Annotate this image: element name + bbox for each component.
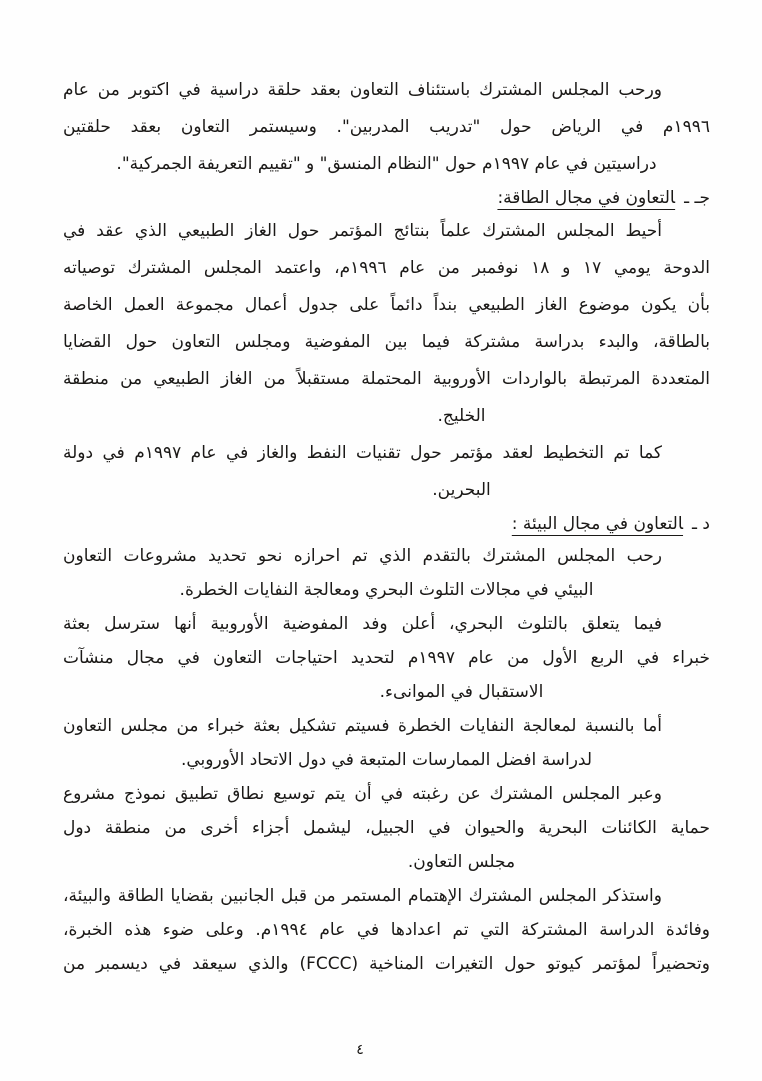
section-heading-energy xyxy=(63,183,710,213)
heading-marker: د ـ xyxy=(692,514,710,534)
text-line: دراسيتين في عام ١٩٩٧م حول "النظام المنسق" و "تقييم التعريفة الجمركية". xyxy=(116,154,657,174)
heading-title: التعاون في مجال البيئة : xyxy=(511,514,684,534)
text-line: المتعددة المرتبطة بالواردات الأوروبية المحتملة مستقبلاً من الغاز الطبيعي من منطقة xyxy=(63,369,710,389)
paragraph-environment-progress xyxy=(63,539,710,607)
text-line: الدوحة يومي ١٧ و ١٨ نوفمبر من عام ١٩٩٦م، واعتمد المجلس المشترك توصياته xyxy=(63,258,710,278)
text-line: ورحب المجلس المشترك باستئناف التعاون بعقد حلقة دراسية في اكتوبر من عام xyxy=(63,80,662,100)
text-line: رحب المجلس المشترك بالتقدم الذي تم احرازه نحو تحديد مشروعات التعاون xyxy=(63,546,662,566)
text-line: البحرين. xyxy=(432,480,491,500)
text-line: الخليج. xyxy=(437,406,486,426)
text-line: واستذكر المجلس المشترك الإهتمام المستمر من قبل الجانبين بقضايا الطاقة والبيئة، xyxy=(63,886,662,906)
text-line: بأن يكون موضوع الغاز الطبيعي بنداً دائماً على جدول أعمال مجموعة العمل الخاصة xyxy=(63,295,710,315)
heading-marker: جـ ـ xyxy=(684,188,710,208)
text-line: أما بالنسبة لمعالجة النفايات الخطرة فسيتم تشكيل بعثة خبراء من مجلس التعاون xyxy=(63,716,662,736)
text-line: أحيط المجلس المشترك علماً بنتائج المؤتمر حول الغاز الطبيعي الذي عقد في xyxy=(63,221,662,241)
text-line: لدراسة افضل الممارسات المتبعة في دول الاتحاد الأوروبي. xyxy=(180,750,593,770)
text-line: البيئي في مجالات التلوث البحري ومعالجة النفايات الخطرة. xyxy=(179,580,594,600)
paragraph-marine-pollution xyxy=(63,607,710,709)
text-line: مجلس التعاون. xyxy=(407,852,516,872)
text-line: بالطاقة، والبدء بدراسة مشتركة فيما بين المفوضية ومجلس التعاون حول القضايا xyxy=(63,332,710,352)
text-line: حماية الكائنات البحرية والحيوان في الجبيل، ليشمل أجزاء أخرى من منطقة دول xyxy=(63,818,710,838)
section-heading-environment xyxy=(63,509,710,539)
text-line: وعبر المجلس المشترك عن رغبته في أن يتم توسيع نطاق تطبيق نموذج مشروع xyxy=(63,784,662,804)
text-block xyxy=(63,72,710,981)
text-line: فيما يتعلق بالتلوث البحري، أعلن وفد المفوضية الأوروبية أنها سترسل بعثة xyxy=(63,614,662,634)
text-line: وتحضيراً لمؤتمر كيوتو حول التغيرات المناخية (FCCC) والذي سيعقد في ديسمبر من xyxy=(63,954,710,974)
text-line: كما تم التخطيط لعقد مؤتمر حول تقنيات النفط والغاز في عام ١٩٩٧م في دولة xyxy=(63,443,662,463)
paragraph-kyoto-preparation xyxy=(63,879,710,981)
paragraph-natural-gas-conference xyxy=(63,213,710,435)
heading-title: التعاون في مجال الطاقة: xyxy=(497,188,676,208)
paragraph-training-seminars xyxy=(63,72,710,183)
text-line: ١٩٩٦م في الرياض حول "تدريب المدربين". وسيستمر التعاون بعقد حلقتين xyxy=(63,117,710,137)
paragraph-oil-gas-conference xyxy=(63,435,710,509)
text-line: خبراء في الربع الأول من عام ١٩٩٧م لتحديد احتياجات التعاون في مجال منشآت xyxy=(63,648,710,668)
page-number: ٤ xyxy=(356,1042,364,1058)
paragraph-marine-life-project xyxy=(63,777,710,879)
text-line: الاستقبال في الموانىء. xyxy=(379,682,544,702)
paragraph-hazardous-waste xyxy=(63,709,710,777)
text-line: وفائدة الدراسة المشتركة التي تم اعدادها في عام ١٩٩٤م. وعلى ضوء هذه الخبرة، xyxy=(63,920,710,940)
